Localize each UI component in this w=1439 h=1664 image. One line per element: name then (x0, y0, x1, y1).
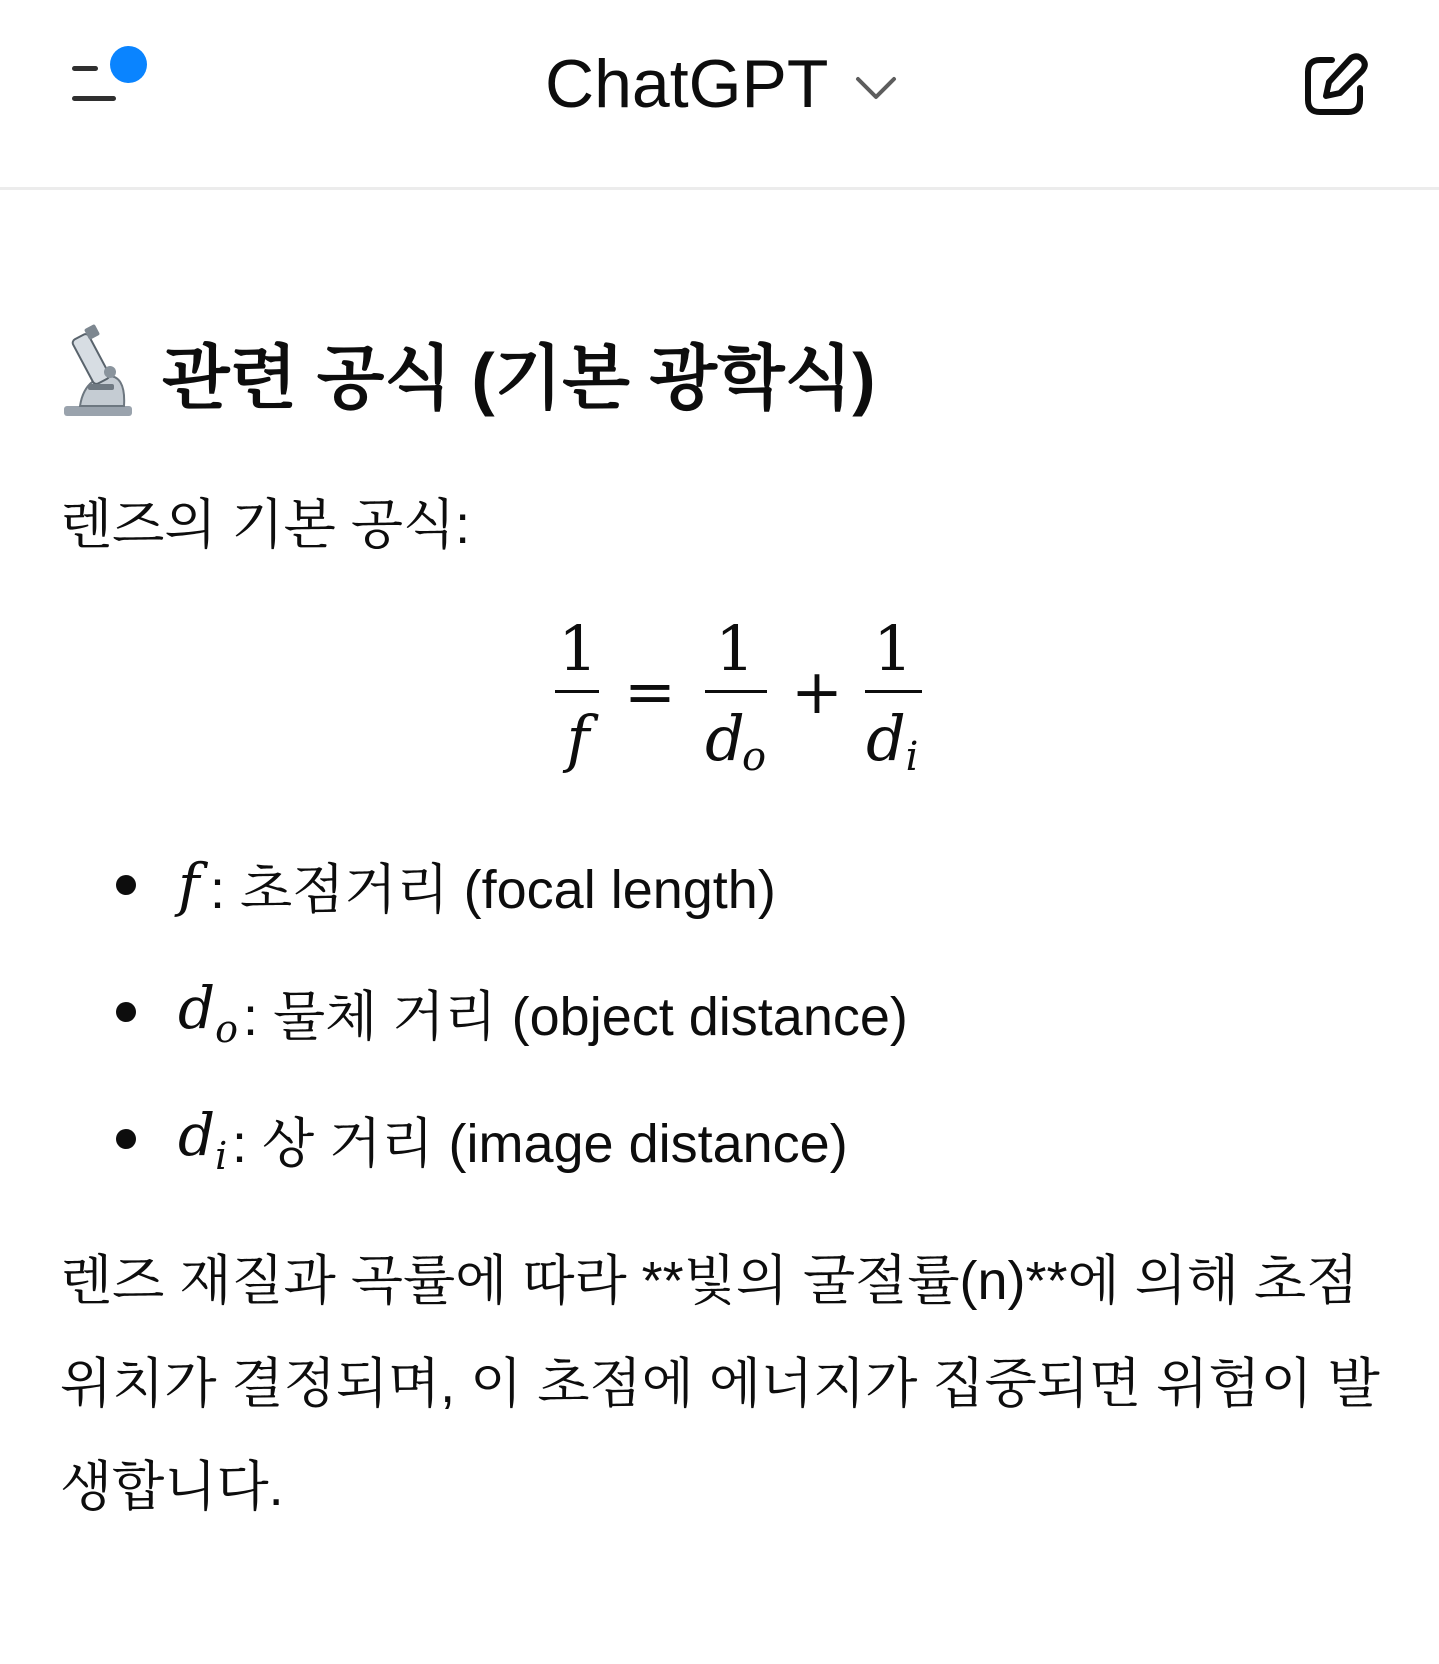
list-item (60, 1099, 1360, 1179)
menu-line-icon (72, 66, 98, 71)
formula-t1-subscript: o (741, 734, 767, 780)
model-title: ChatGPT (545, 46, 829, 122)
bullet-symbol: $d_o$ (178, 973, 239, 1051)
formula-t2-subscript: i (905, 734, 919, 780)
fraction-bar (865, 690, 922, 693)
bullet-dot-icon (116, 1002, 136, 1022)
bullet-dot-icon (116, 1129, 136, 1149)
sidebar-menu-button[interactable] (66, 44, 156, 114)
chevron-down-icon (854, 73, 898, 103)
bullet-symbol: f (178, 851, 200, 919)
bullet-text: : 초점거리 (focal length) (210, 859, 776, 920)
fraction-bar (555, 690, 599, 693)
formula-t1-denominator: d (705, 702, 745, 775)
microscope-icon (60, 324, 136, 420)
formula-t2-denominator: d (866, 702, 906, 775)
model-selector[interactable] (545, 44, 898, 124)
formula-t2-numerator: 1 (873, 612, 913, 685)
formula-t1-numerator: 1 (715, 612, 755, 685)
list-item (60, 845, 1360, 925)
fraction-bar (705, 690, 767, 693)
formula-equals: = (624, 655, 676, 728)
section-heading (60, 322, 876, 422)
formula-lhs-denominator: f (566, 702, 590, 775)
new-chat-icon[interactable] (1302, 52, 1368, 118)
formula-plus: + (791, 655, 843, 728)
top-bar (0, 0, 1439, 190)
explanation-paragraph: 렌즈 재질과 곡률에 따라 **빛의 굴절률(n)**에 의해 초점 위치가 결정되며, 이 초점에 에너지가 집중되면 위험이 발생합니다. (60, 1251, 1380, 1517)
heading-text: 관련 공식 (기본 광학식) (162, 338, 876, 417)
notification-dot-icon (110, 46, 147, 83)
list-item (60, 972, 1360, 1052)
menu-line-icon (72, 96, 116, 101)
bullet-text: : 상 거리 (image distance) (232, 1113, 848, 1174)
bullet-dot-icon (116, 875, 136, 895)
formula-lhs-numerator: 1 (558, 612, 598, 685)
lens-formula (520, 610, 1000, 780)
bullet-text: : 물체 거리 (object distance) (243, 986, 908, 1047)
bullet-symbol: $d_i$ (178, 1100, 228, 1178)
intro-text: 렌즈의 기본 공식: (60, 495, 471, 555)
